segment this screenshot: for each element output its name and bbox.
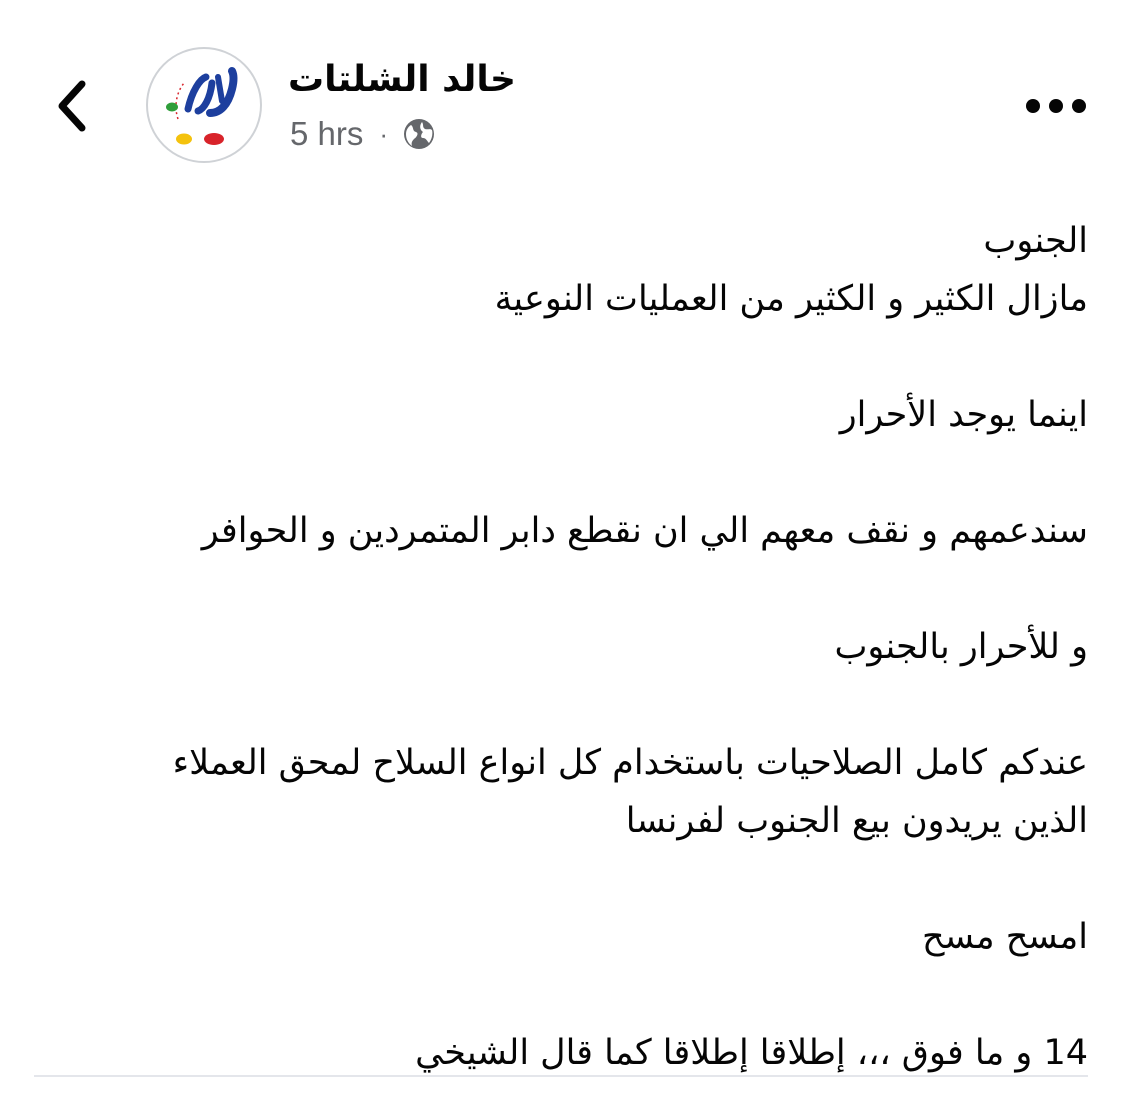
paragraph-gap (30, 850, 1088, 908)
paragraph-gap (30, 444, 1088, 502)
back-button[interactable] (48, 74, 96, 138)
paragraph-gap (30, 966, 1088, 1024)
more-options-button[interactable] (1020, 84, 1092, 128)
globe-icon[interactable] (402, 117, 436, 151)
libya-logo-icon (148, 49, 260, 161)
meta-separator: · (379, 118, 389, 149)
post-line: الذين يريدون بيع الجنوب لفرنسا (625, 801, 1088, 841)
paragraph-gap (30, 328, 1088, 386)
post-line: عندكم كامل الصلاحيات باستخدام كل انواع السلاح لمحق العملاء (172, 743, 1088, 783)
divider (34, 1075, 1088, 1077)
paragraph-gap (30, 676, 1088, 734)
post-line: 14 و ما فوق ،،، إطلاقا إطلاقا كما قال الشيخي (415, 1033, 1088, 1073)
post-line: و للأحرار بالجنوب (834, 627, 1088, 667)
post-line: الجنوب (983, 221, 1088, 261)
avatar[interactable] (146, 47, 262, 163)
post-line: مازال الكثير و الكثير من العمليات النوعية (494, 279, 1088, 319)
post-line: سندعمهم و نقف معهم الي ان نقطع دابر المتمردين و الحوافر (201, 511, 1088, 551)
more-horizontal-icon (1025, 98, 1087, 114)
post-line: امسح مسح (922, 917, 1088, 957)
post-meta (290, 110, 436, 158)
author-name[interactable]: خالد الشلتات (288, 59, 516, 100)
post-line: اينما يوجد الأحرار (839, 395, 1088, 435)
paragraph-gap (30, 560, 1088, 618)
chevron-left-icon (52, 78, 92, 134)
post-timestamp[interactable]: 5 hrs (290, 115, 364, 152)
post-text (30, 212, 1088, 1082)
